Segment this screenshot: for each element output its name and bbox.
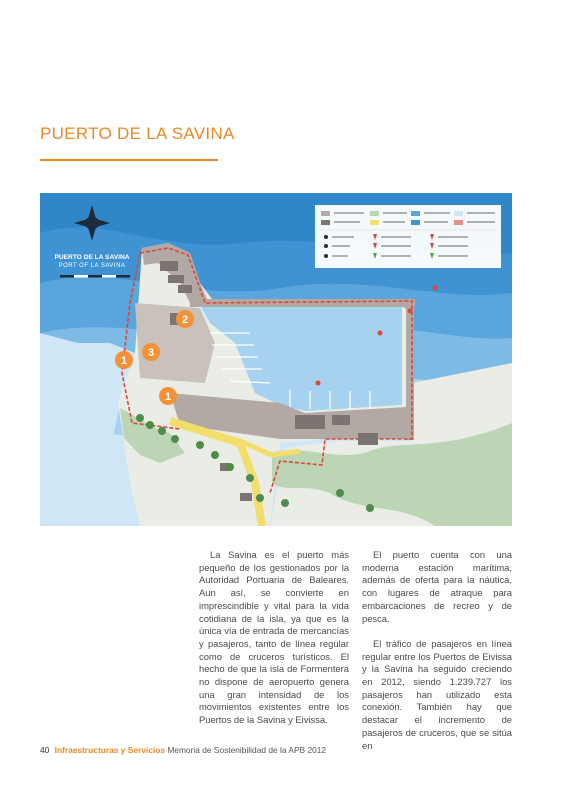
map-name-es: PUERTO DE LA SAVINA [54,254,130,261]
map-legend [315,205,501,268]
footer-report: Memoria de Sostenibilidad de la APB 2012 [167,745,327,755]
map-marker-3 [142,343,160,361]
footer-section: Infraestructuras y Servicios [54,745,165,755]
map-marker-label: 2 [181,314,189,326]
port-map-svg [40,193,512,526]
map-marker-1a [115,351,133,369]
title-rule [40,159,218,161]
page-number: 40 [40,745,50,755]
map-marker-label: 1 [120,355,128,367]
map-marker-2 [176,310,194,328]
body-column-1 [199,549,349,740]
page-title: PUERTO DE LA SAVINA [40,124,235,143]
scale-bar [60,275,130,278]
body-paragraph: El tráfico de pasajeros en línea regular entre los Puertos de Eivissa y la Savina ha seguido creciendo en 2012, siendo 1.239.727 los pasajeros han utilizado esta conexión. También hay que destacar el incremento de pasajeros de cruceros, que se sitúa en [362,637,512,751]
quay [190,299,415,307]
port-map [40,193,512,526]
body-paragraph: La Savina es el puerto más pequeño de los gestionados por la Autoridad Portuaria de Baleares. Aun así, se convierte en imprescindible y vital para la vida cotidiana de la isla, ya que es la única vía de entrada de mercancías y pasajeros, tanto de línea regular como de cruceros turísticos. El hecho de que la isla de Formentera no dispone de aeropuerto genera una gran intensidad de los movimientos existentes entre los Puertos de la Savina y Eivissa. [199,549,349,726]
map-name-en: PORT OF LA SAVINA [58,263,126,269]
map-marker-label: 3 [147,347,155,359]
body-column-2 [362,549,512,765]
map-marker-1b [159,387,177,405]
page-footer [40,745,326,755]
map-marker-label: 1 [164,391,172,403]
body-paragraph: El puerto cuenta con una moderna estación marítima, además de oferta para la náutica, con lugares de atraque para embarcaciones de recreo y de pesca. [362,549,512,624]
